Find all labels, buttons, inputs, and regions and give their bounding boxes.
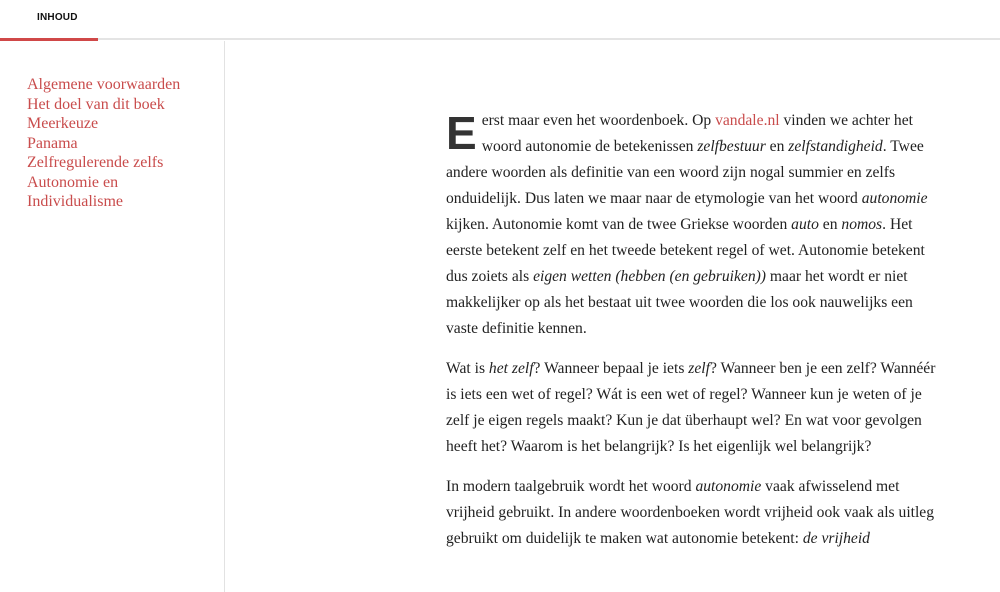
top-bar bbox=[0, 0, 1000, 40]
vandale-link[interactable]: vandale.nl bbox=[715, 112, 780, 129]
toc-item-het-doel[interactable]: Het doel van dit boek bbox=[27, 95, 165, 113]
toc-item-panama[interactable]: Panama bbox=[27, 134, 78, 152]
paragraph-3: In modern taalgebruik wordt het woord autonomie vaak afwisselend met vrijheid gebruikt. In andere woordenboeken wordt vrijheid ook vaak als uitleg gebruikt om duidelijk te maken wat autonomie betekent: de vrijheid bbox=[446, 478, 935, 547]
toc-item-algemene-voorwaarden[interactable]: Algemene voorwaarden bbox=[27, 76, 181, 93]
toc-item-zelfregulerende-zelfs[interactable]: Zelfregulerende zelfs bbox=[27, 154, 164, 171]
toc-item-autonomie-en[interactable]: Autonomie en bbox=[27, 173, 119, 191]
drop-cap: E bbox=[446, 107, 477, 159]
article-content bbox=[446, 108, 936, 566]
table-of-contents-sidebar bbox=[0, 41, 225, 592]
paragraph-2: Wat is het zelf? Wanneer bepaal je iets zelf? Wanneer ben je een zelf? Wannéér is iets een wet of regel? Wát is een wet of regel? Wanneer kun je weten of je zelf je eigen regels maakt? Kun je dat überhaupt wel? En wat voor gevolgen heeft het? Waarom is het belangrijk? Is het eigenlijk wel belangrijk? bbox=[446, 360, 936, 455]
toc-item-meerkeuze[interactable]: Meerkeuze bbox=[27, 115, 99, 132]
paragraph-1: Eerst maar even het woordenboek. Op vandale.nl vinden we achter het woord autonomie de betekenissen zelfbestuur en zelfstandigheid. Twee andere woorden als definitie van een woord zijn nogal summier en zelfs onduidelijk. Dus laten we maar naar de etymologie van het woord autonomie kijken. Autonomie komt van de twee Griekse woorden auto en nomos. Het eerste betekent zelf en het tweede betekent regel of wet. Autonomie betekent dus zoiets als eigen wetten (hebben (en gebruiken)) maar het wordt er niet makkelijker op als het bestaat uit twee woorden die los ook nauwelijks een vaste definitie kennen. bbox=[446, 107, 928, 337]
toc-list bbox=[27, 75, 180, 212]
tab-inhoud[interactable] bbox=[0, 0, 98, 41]
tab-inhoud-label: INHOUD bbox=[37, 12, 78, 23]
toc-item-individualisme[interactable]: Individualisme bbox=[27, 193, 123, 210]
